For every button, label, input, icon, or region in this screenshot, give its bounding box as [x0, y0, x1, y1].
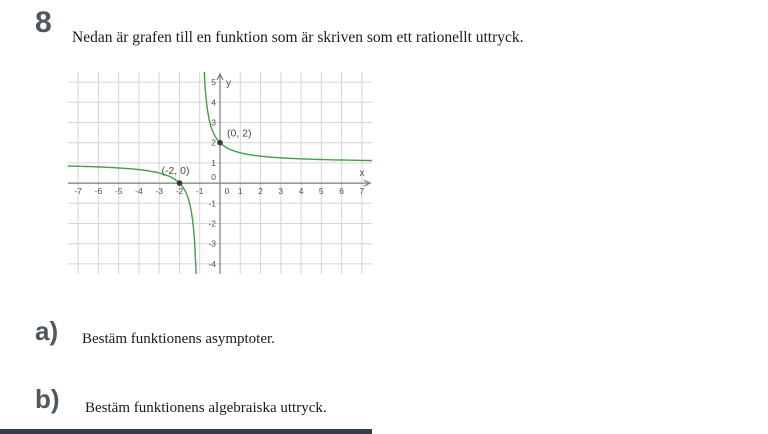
svg-text:-3: -3 — [155, 186, 163, 197]
svg-text:-7: -7 — [74, 186, 82, 197]
svg-text:(-2, 0): (-2, 0) — [161, 165, 190, 178]
svg-text:2: 2 — [258, 186, 263, 197]
part-b-text: Bestäm funktionens algebraiska uttryck. — [85, 400, 327, 416]
svg-text:4: 4 — [298, 186, 304, 197]
question-number: 8 — [35, 6, 52, 39]
part-a-text: Bestäm funktionens asymptoter. — [82, 331, 275, 347]
svg-text:2: 2 — [211, 137, 216, 148]
part-a-label: a) — [35, 316, 59, 346]
svg-text:-3: -3 — [208, 238, 216, 249]
svg-text:-6: -6 — [94, 186, 103, 197]
function-graph — [68, 72, 372, 274]
svg-text:(0, 2): (0, 2) — [227, 127, 252, 140]
svg-text:0: 0 — [211, 172, 216, 183]
rational-function-plot — [68, 72, 372, 274]
question-intro: Nedan är grafen till en funktion som är skriven som ett rationellt uttryck. — [72, 29, 524, 46]
svg-text:-1: -1 — [208, 198, 216, 209]
svg-text:5: 5 — [211, 77, 216, 88]
svg-text:5: 5 — [318, 186, 324, 197]
svg-text:-2: -2 — [208, 218, 216, 229]
svg-text:3: 3 — [278, 186, 284, 197]
svg-text:7: 7 — [359, 186, 365, 197]
svg-text:-5: -5 — [114, 186, 123, 197]
svg-text:-4: -4 — [208, 258, 216, 269]
svg-text:-2: -2 — [175, 186, 184, 197]
svg-text:y: y — [226, 78, 231, 89]
svg-text:0: 0 — [224, 186, 230, 197]
svg-text:-1: -1 — [195, 186, 204, 197]
svg-text:4: 4 — [211, 97, 216, 108]
svg-text:-4: -4 — [135, 186, 143, 197]
bottom-divider-bar — [0, 429, 372, 434]
svg-text:x: x — [359, 168, 365, 180]
svg-text:1: 1 — [211, 157, 216, 168]
svg-text:3: 3 — [211, 117, 216, 128]
svg-text:6: 6 — [339, 186, 344, 197]
part-b-label: b) — [35, 384, 60, 414]
svg-text:1: 1 — [237, 186, 243, 197]
